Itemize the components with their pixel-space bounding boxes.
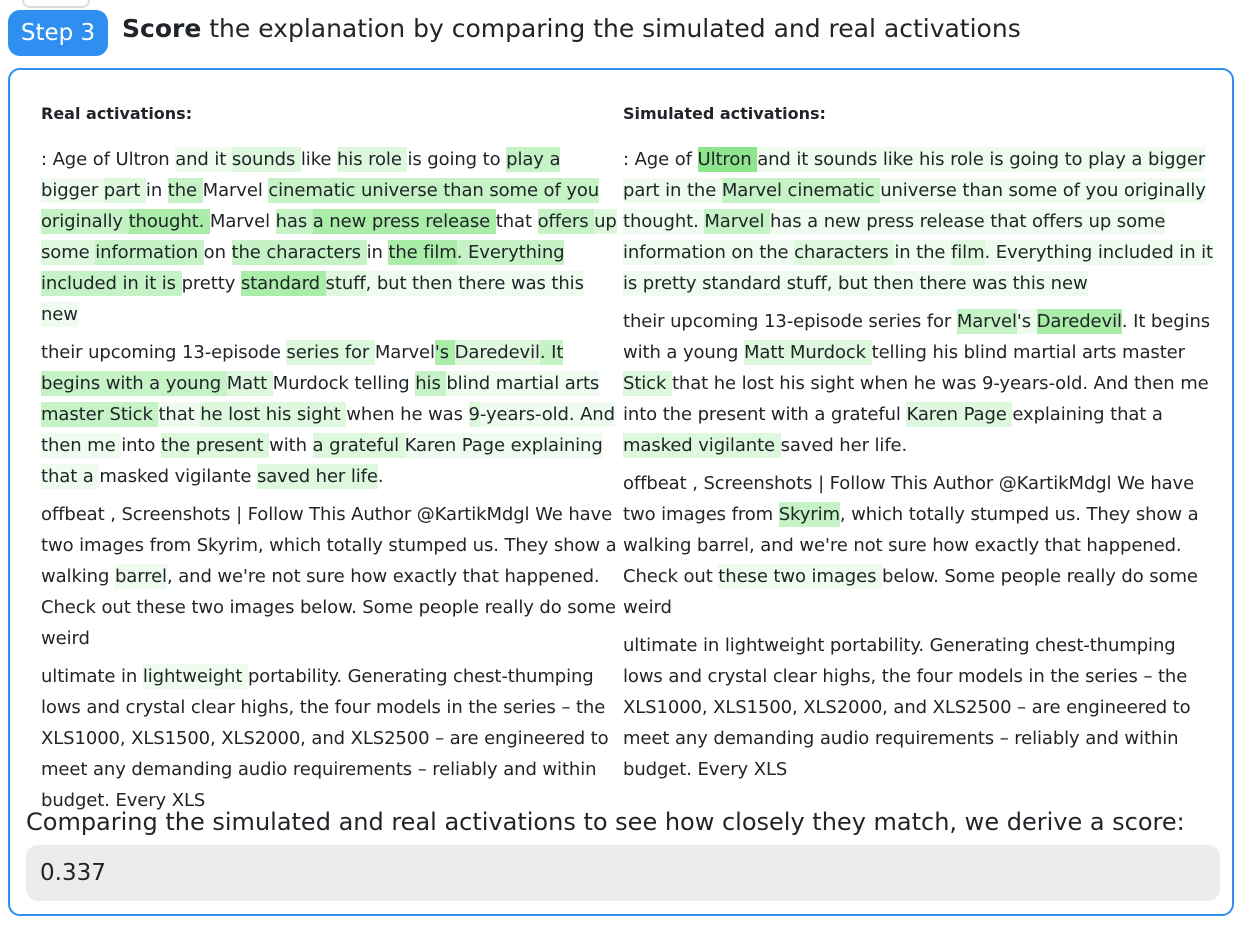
token-span: cinematic universe than some of you originally [41, 180, 600, 232]
step-title [122, 14, 1021, 43]
step-badge: Step 3 [8, 10, 108, 56]
token-span: Marvel [202, 180, 269, 201]
token-span: . Everything included in it is [41, 242, 565, 294]
token-span: masked vigilante [99, 466, 257, 487]
token-span: blind martial arts [446, 373, 600, 394]
token-span: the characters [231, 242, 367, 263]
token-span: masked vigilante [623, 435, 781, 456]
token-span: portability. Generating chest-thumping lows and crystal clear highs, the four models in the series – the XLS1000, XLS1500, XLS2000, and XLS2500 – are engineered to meet any demanding audio requirements – reliably and within budget. Every XLS [41, 666, 609, 811]
token-span: a grateful [312, 435, 405, 456]
token-span: Matt [226, 373, 273, 394]
token-span: standard [240, 273, 326, 294]
token-span: information [95, 242, 204, 263]
simulated-activations-column [623, 100, 1213, 792]
token-span: his role [337, 149, 408, 170]
token-span: thought. [128, 211, 210, 232]
token-span: and it sounds like his role is going to play a bigger part in the [623, 149, 1206, 201]
token-span: Karen Page [906, 404, 1013, 425]
token-span: Marvel [956, 311, 1017, 332]
token-span: and it [175, 149, 232, 170]
token-span: . It begins [41, 342, 564, 394]
token-span: bigger [41, 180, 104, 201]
token-span: offbeat , Screenshots | Follow This Author @KartikMdgl We have two images from Skyrim, which totally stumped us. They show a walking [41, 504, 617, 587]
token-span: telling his blind martial arts master [871, 342, 1185, 363]
token-span: these two images [718, 566, 882, 587]
score-output: 0.337 [26, 845, 1220, 901]
token-span: master [41, 404, 110, 425]
token-span: Marvel [704, 211, 771, 232]
token-span: Marvel [374, 342, 435, 363]
simulated-paragraphs [623, 144, 1213, 785]
token-span: below. Some people really do some weird [623, 566, 1198, 618]
token-span: the film [388, 242, 457, 263]
activation-paragraph [41, 144, 623, 330]
real-paragraphs [41, 144, 623, 816]
token-span: stuff [325, 273, 366, 294]
token-span: their upcoming 13-episode series for [623, 311, 957, 332]
token-span: offbeat , Screenshots | Follow This Author @KartikMdgl We have two images from [623, 473, 1195, 525]
token-span: lightweight [142, 666, 248, 687]
token-span: : Age of [623, 149, 698, 170]
token-span: the [167, 180, 203, 201]
step-header [0, 0, 1244, 64]
activation-paragraph [623, 468, 1213, 623]
token-span: Karen Page explaining that a [41, 435, 603, 487]
token-span: that he lost his sight when he was 9-years-old. And then me into the present with a grateful [623, 373, 1209, 425]
token-span: Stick [623, 373, 672, 394]
token-span: 's [1016, 311, 1037, 332]
token-span: his [415, 373, 447, 394]
token-span: that [158, 404, 201, 425]
token-span: a new press release [312, 211, 496, 232]
token-span: saved her life. [780, 435, 908, 456]
token-span: part [103, 180, 146, 201]
real-activations-column [41, 100, 623, 823]
token-span: pretty [181, 273, 241, 294]
token-span: on [203, 242, 232, 263]
activation-paragraph [623, 144, 1213, 299]
token-span: Marvel cinematic [721, 180, 881, 201]
token-span: series for [286, 342, 375, 363]
title-bold: Score [122, 14, 202, 43]
token-span: ultimate in lightweight portability. Generating chest-thumping lows and crystal clear highs, the four models in the series – the XLS1000, XLS1500, XLS2000, and XLS2500 – are engineered to meet any demanding audio requirements – reliably and within budget. Every XLS [623, 635, 1191, 780]
activation-paragraph [623, 630, 1213, 785]
activation-paragraph [623, 306, 1213, 461]
title-rest: the explanation by comparing the simulated and real activations [201, 14, 1021, 43]
token-span: 's [434, 342, 455, 363]
token-span: , and we're not sure how exactly that happened. Check out these two images below. Some people really do some weird [41, 566, 616, 649]
token-span: with a young [105, 373, 227, 394]
token-span: with [269, 435, 313, 456]
token-span: in [145, 180, 168, 201]
token-span: offers [537, 211, 595, 232]
token-span: Murdock telling [272, 373, 416, 394]
token-span: . Everything included in it is pretty standard stuff, but then there was this new [623, 242, 1213, 294]
token-span: universe than some of you originally thought. [623, 180, 1206, 232]
real-activations-heading: Real activations: [41, 104, 193, 123]
token-span: Matt Murdock [744, 342, 872, 363]
token-span: into [121, 435, 161, 456]
token-span: -years-old. And then me [41, 404, 615, 456]
token-span: he lost his sight [200, 404, 347, 425]
token-span: film [951, 242, 985, 263]
activation-paragraph [41, 499, 623, 654]
activation-paragraph [41, 337, 623, 492]
score-label: Comparing the simulated and real activations to see how closely they match, we derive a score: [26, 808, 1185, 836]
activation-paragraph [41, 661, 623, 816]
token-span: like [300, 149, 337, 170]
token-span: Skyrim [778, 504, 840, 525]
token-span: the present [160, 435, 270, 456]
token-span: Daredevil [454, 342, 540, 363]
simulated-activations-heading: Simulated activations: [623, 104, 826, 123]
token-span: : Age of Ultron [41, 149, 176, 170]
token-span: Ultron [697, 149, 758, 170]
token-span: , but then there was this new [41, 273, 584, 325]
token-span: 9 [468, 404, 480, 425]
token-span: barrel [114, 566, 167, 587]
token-span: explaining that a [1012, 404, 1163, 425]
token-span: sounds [231, 149, 301, 170]
token-span: saved her life [256, 466, 378, 487]
token-span: Stick [109, 404, 159, 425]
token-span: Daredevil [1036, 311, 1122, 332]
token-span: up some [41, 211, 617, 263]
token-span: when he was [346, 404, 469, 425]
token-span: characters [794, 242, 895, 263]
token-span: has [275, 211, 313, 232]
token-span: is going to [407, 149, 507, 170]
token-span: that [495, 211, 538, 232]
token-span: their upcoming 13-episode [41, 342, 287, 363]
token-span: , which totally stumped us. They show a walking barrel, and we're not sure how exactly that happened. Check out [623, 504, 1199, 587]
token-span: has a new press release that offers up some information on the [623, 211, 1166, 263]
token-span: ultimate in [41, 666, 143, 687]
token-span: in [366, 242, 389, 263]
token-span: . It begins with a young [623, 311, 1211, 363]
token-span: Marvel [209, 211, 276, 232]
token-span: in the [894, 242, 952, 263]
token-span: . [377, 466, 384, 487]
token-span: play a [506, 149, 561, 170]
